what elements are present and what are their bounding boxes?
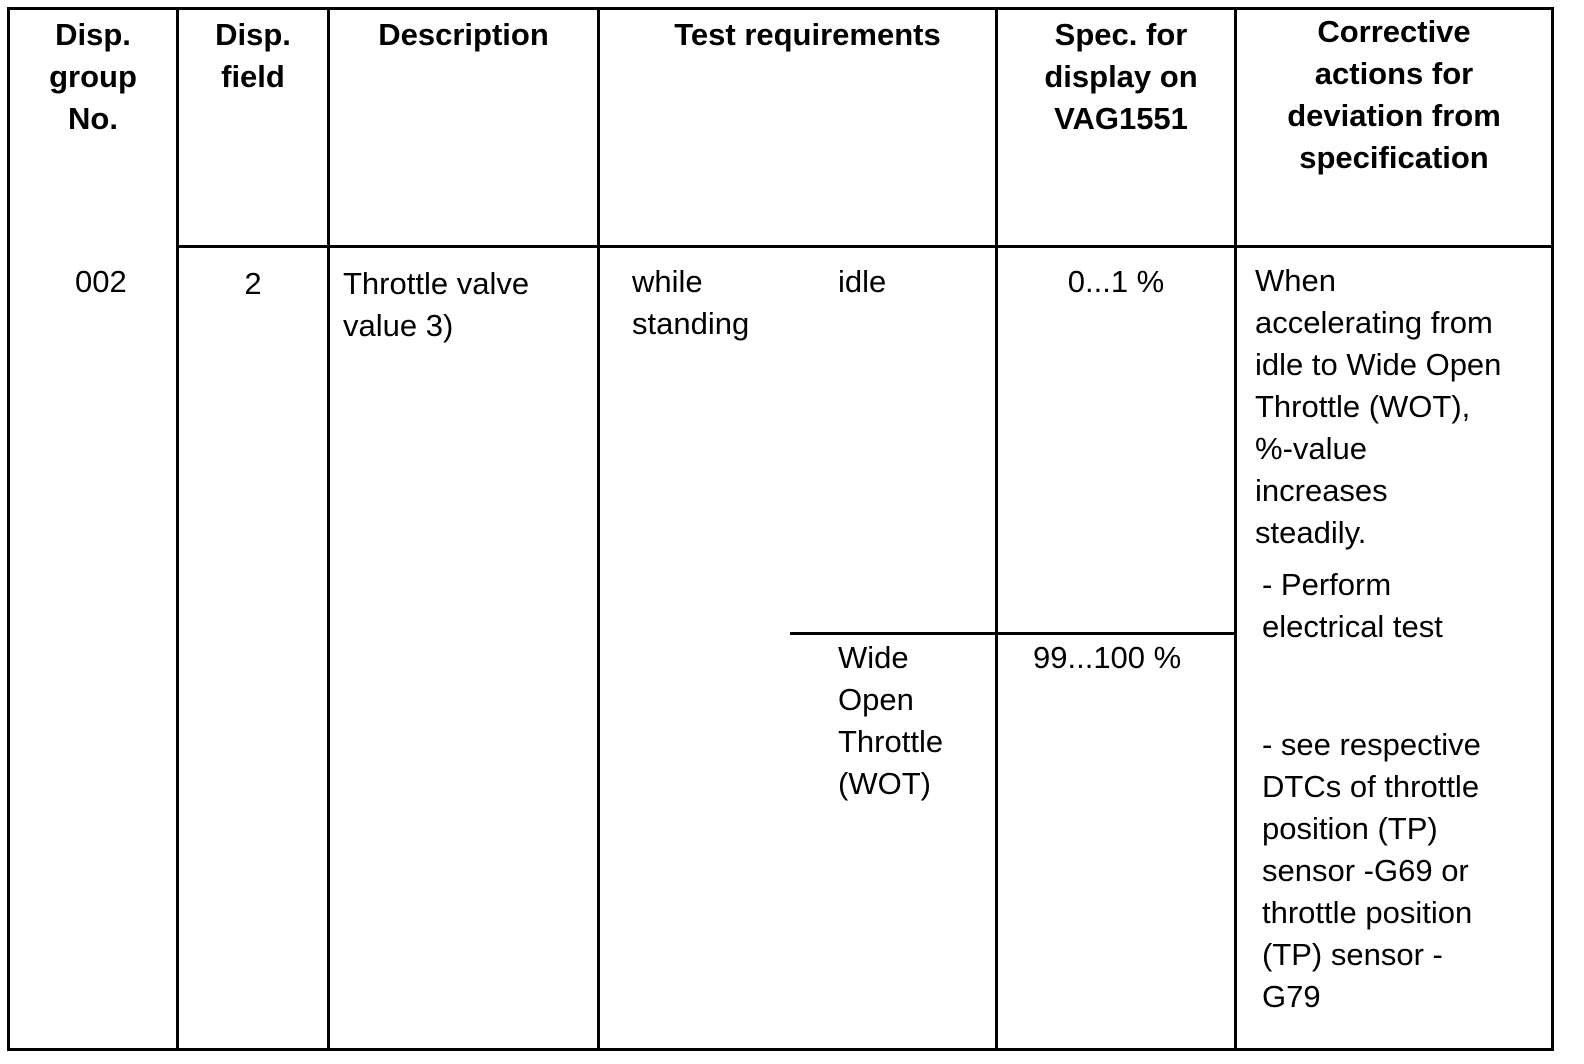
header-field: Disp. field (215, 17, 291, 94)
subrow-divider (790, 632, 1237, 635)
cell-spec-wot: 99...100 % (1033, 640, 1182, 675)
header-spec: Spec. for display on VAG1551 (1044, 17, 1198, 136)
cell-corrective-step1: - Perform electrical test (1262, 567, 1443, 644)
column-divider (327, 7, 330, 1051)
cell-corrective-intro: When accelerating from idle to Wide Open Throttle (WOT), %-value increases steadily. (1255, 263, 1502, 550)
header-divider (176, 245, 1551, 248)
cell-requirement-idle: idle (838, 264, 887, 299)
header-group-no: Disp. group No. (49, 17, 137, 136)
cell-group-no: 002 (75, 264, 127, 299)
header-corrective: Corrective actions for deviation from specification (1287, 14, 1501, 175)
column-divider (597, 7, 600, 1051)
cell-corrective-step2: - see respective DTCs of throttle position (TP) sensor -G69 or throttle position (TP) sensor - G79 (1262, 727, 1481, 1014)
cell-description: Throttle valve value 3) (343, 266, 530, 343)
header-description: Description (378, 17, 549, 52)
cell-condition: while standing (632, 264, 750, 341)
header-test-requirements: Test requirements (674, 17, 941, 52)
cell-requirement-wot: Wide Open Throttle (WOT) (838, 640, 944, 801)
column-divider (176, 7, 179, 1051)
column-divider (995, 7, 998, 1051)
cell-field: 2 (244, 266, 262, 301)
cell-spec-idle: 0...1 % (1067, 264, 1165, 299)
